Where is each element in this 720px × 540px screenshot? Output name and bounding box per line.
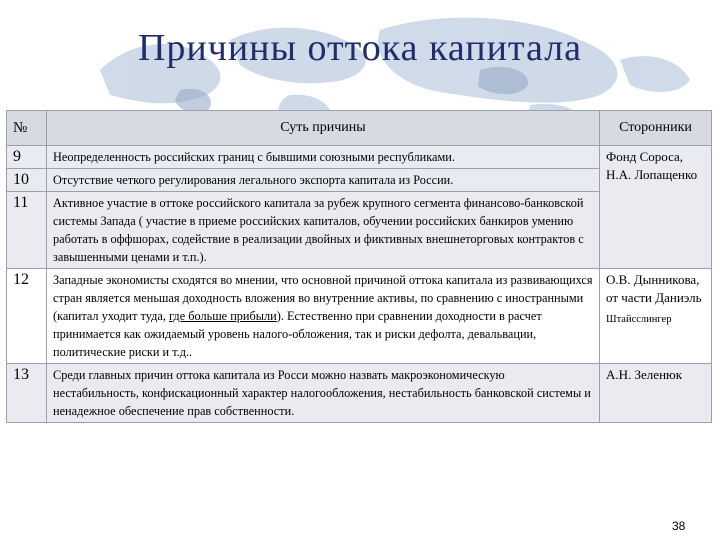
causes-table [6, 110, 712, 423]
cause-text-part: Западные экономисты сходятся во мнении, что основной причиной оттока капитала из развивающихся стран является меньшая доходность вложения во внутренние активы, по сравнению с иностранными (капитал уходит туда, [53, 273, 593, 323]
supporters-main: О.В. Дынникова, от части Даниэль [606, 272, 702, 305]
cause-text: Отсутствие четкого регулирования легального экспорта капитала из России. [47, 169, 600, 192]
cause-text [47, 269, 600, 364]
row-number: 12 [7, 269, 47, 364]
page-number: 38 [672, 519, 686, 533]
table-row [7, 269, 712, 364]
supporters-cell: Фонд Сороса, Н.А. Лопащенко [600, 146, 712, 269]
cause-text: Неопределенность российских границ с бывшими союзными республиками. [47, 146, 600, 169]
cause-text: Среди главных причин оттока капитала из Росси можно назвать макроэкономическую нестабильность, конфискационный характер налогообложения, нестабильность банковской системы и ненадежное обеспечение прав собственности. [47, 364, 600, 423]
column-header-supporters: Сторонники [600, 111, 712, 146]
slide-title: Причины оттока капитала [137, 27, 583, 69]
supporters-cell [600, 269, 712, 364]
table-row [7, 364, 712, 423]
row-number: 11 [7, 192, 47, 269]
underlined-phrase: где больше прибыли [169, 309, 277, 323]
row-number: 13 [7, 364, 47, 423]
cause-text: Активное участие в оттоке российского капитала за рубеж крупного сегмента финансово-банковской системы Запада ( участие в приеме российских капиталов, обучении российских банкиров умению работать в оффшорах, содействие в реализации двойных и фиктивных внешнеторговых контрактов с завышенными ценами и т.п.). [47, 192, 600, 269]
row-number: 10 [7, 169, 47, 192]
column-header-number: № [7, 111, 47, 146]
table-row [7, 146, 712, 169]
supporters-cell: А.Н. Зеленюк [600, 364, 712, 423]
column-header-cause: Суть причины [47, 111, 600, 146]
table-header-row [7, 111, 712, 146]
cause-text-part: ). Естественно при сравнении доходности в расчет принимается как ожидаемый уровень налого-обложения, так и риски дефолта, девальвации, политические риски и т.д.. [53, 309, 542, 359]
supporters-surname: Штайсслингер [606, 314, 672, 325]
row-number: 9 [7, 146, 47, 169]
